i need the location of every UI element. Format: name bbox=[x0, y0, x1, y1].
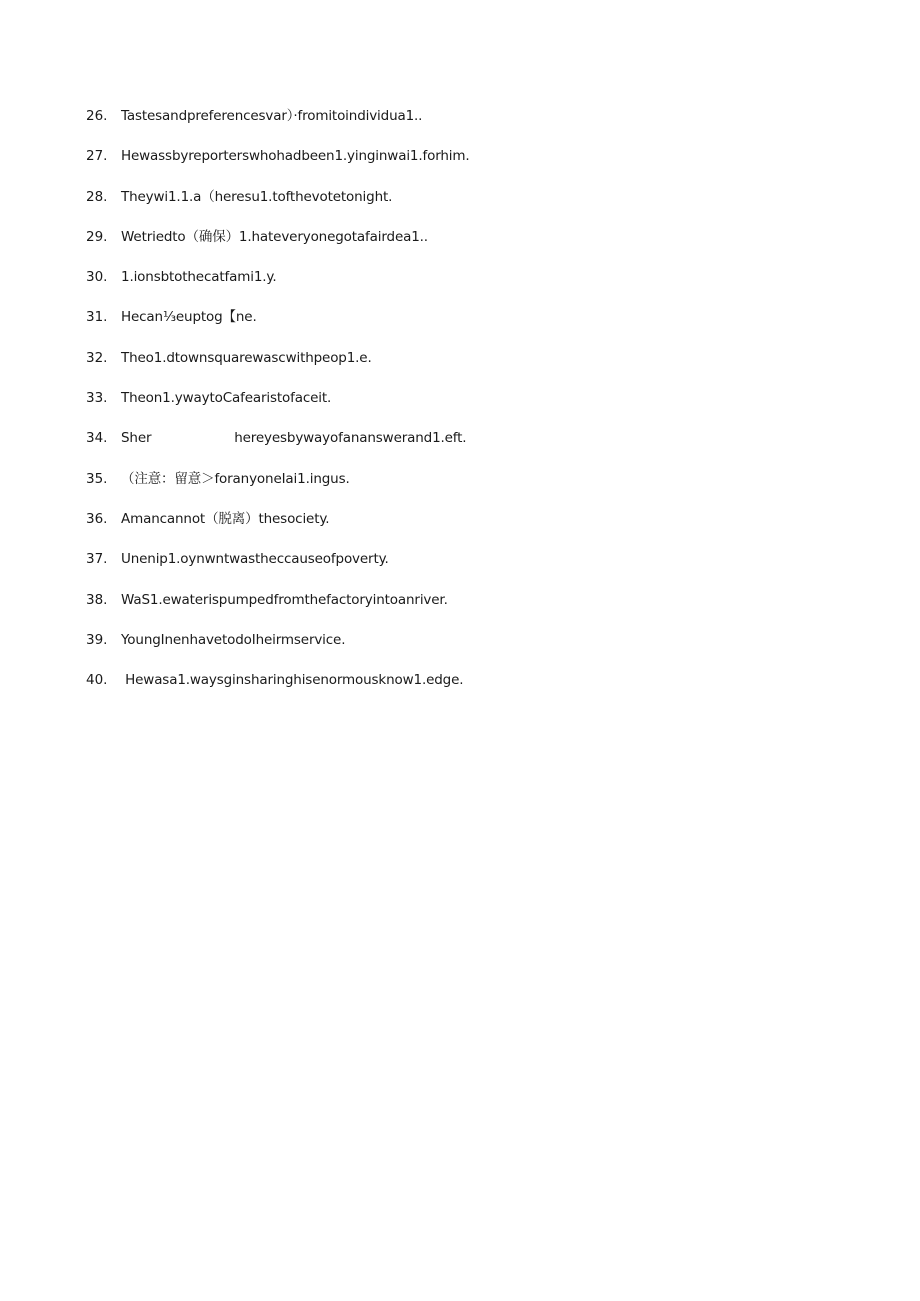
item-number: 27. bbox=[86, 148, 108, 165]
item-text: Theywi1.1.a（heresu1.tofthevotetonight. bbox=[121, 188, 393, 205]
item-text: Unenip1.oynwntwastheccauseofpoverty. bbox=[121, 551, 389, 568]
item-text: YoungInenhavetodoIheirmservice. bbox=[121, 631, 346, 648]
item-number: 31. bbox=[86, 309, 108, 326]
item-number: 32. bbox=[86, 349, 108, 366]
item-number: 40. bbox=[86, 672, 108, 689]
item-number: 33. bbox=[86, 390, 108, 407]
item-text: WaS1.ewaterispumpedfromthefactoryintoanriver. bbox=[121, 591, 448, 608]
list-item bbox=[86, 348, 866, 388]
list-item bbox=[86, 146, 866, 186]
item-text: Theo1.dtownsquarewascwithpeop1.e. bbox=[121, 349, 372, 366]
item-number: 26. bbox=[86, 108, 108, 124]
item-text: Hecan⅓euptog【ne. bbox=[121, 309, 257, 326]
item-number: 39. bbox=[86, 631, 108, 648]
item-number: 34. bbox=[86, 430, 108, 447]
item-number: 37. bbox=[86, 551, 108, 568]
item-number: 30. bbox=[86, 269, 108, 286]
item-number: 38. bbox=[86, 591, 108, 608]
list-item bbox=[86, 670, 866, 710]
item-text: 1.ionsbtothecatfami1.y. bbox=[121, 269, 277, 286]
item-number: 35. bbox=[86, 470, 108, 487]
list-item bbox=[86, 469, 866, 509]
item-number: 28. bbox=[86, 188, 108, 205]
list-item bbox=[86, 630, 866, 670]
list-item bbox=[86, 549, 866, 589]
item-text: Hewasa1.waysginsharinghisenormousknow1.edge. bbox=[121, 672, 464, 689]
list-item bbox=[86, 590, 866, 630]
item-text: Wetriedto（确保）1.hateveryonegotafairdea1.. bbox=[121, 228, 428, 245]
item-text: Theon1.ywaytoCafearistofaceit. bbox=[121, 390, 332, 407]
list-item bbox=[86, 388, 866, 428]
item-number: 29. bbox=[86, 228, 108, 245]
item-text: Sher hereyesbywayofananswerand1.eft. bbox=[121, 430, 467, 447]
list-item bbox=[86, 187, 866, 227]
item-text: Amancannot（脱离）thesociety. bbox=[121, 510, 330, 527]
list-item bbox=[86, 267, 866, 307]
list-item bbox=[86, 307, 866, 347]
list-item bbox=[86, 428, 866, 468]
list-item bbox=[86, 106, 866, 146]
item-text: Hewassbyreporterswhohadbeen1.yinginwai1.forhim. bbox=[121, 148, 470, 165]
item-text: （注意：留意＞foranyoneIai1.ingus. bbox=[121, 470, 350, 487]
list-item bbox=[86, 227, 866, 267]
sentence-list bbox=[86, 106, 866, 710]
item-text: Tastesandpreferencesvar）·fromitoindividua1.. bbox=[121, 108, 423, 124]
list-item bbox=[86, 509, 866, 549]
item-number: 36. bbox=[86, 510, 108, 527]
